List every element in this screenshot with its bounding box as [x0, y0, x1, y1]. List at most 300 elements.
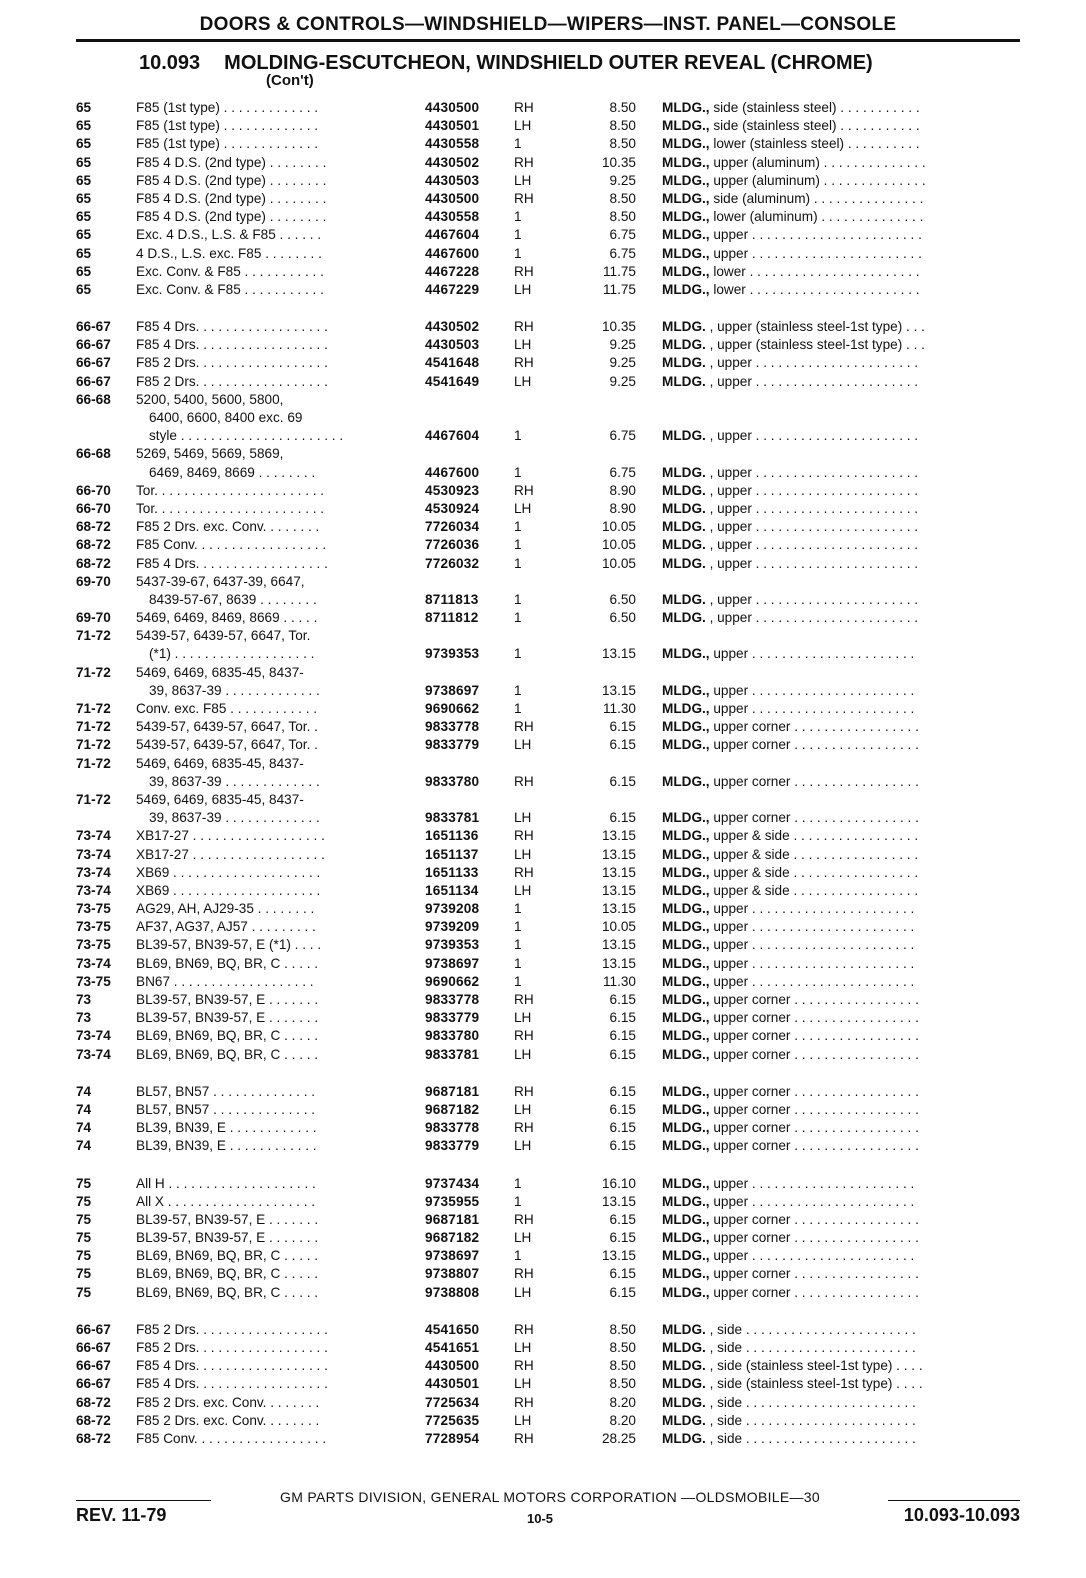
model-description: F85 (1st type) . . . . . . . . . . . . .: [136, 136, 319, 152]
model-year: 73-74: [76, 882, 111, 898]
price: 16.10: [601, 1175, 636, 1191]
part-name-abbrev: MLDG.,: [662, 136, 710, 152]
table-row: [76, 900, 1020, 918]
model-description: Exc. Conv. & F85 . . . . . . . . . . .: [136, 281, 324, 297]
part-name: [662, 1119, 1020, 1137]
part-name: [662, 1430, 1020, 1448]
table-row: [76, 154, 1020, 172]
table-row: [76, 391, 1020, 409]
table-row: [76, 1175, 1020, 1193]
part-name: [662, 1046, 1020, 1064]
part-name: [662, 427, 1020, 445]
price: 6.15: [609, 992, 636, 1007]
part-name: [662, 973, 1020, 991]
part-name: [662, 1284, 1020, 1302]
price: 8.90: [609, 482, 636, 498]
part-number: 1651136: [425, 828, 479, 844]
page-number: 10-5: [526, 1511, 554, 1526]
part-name-detail: lower (stainless steel) . . . . . . . . . .: [709, 136, 920, 152]
table-row: [76, 1229, 1020, 1247]
model-year: 71-72: [76, 628, 111, 644]
quantity-side: LH: [514, 281, 532, 297]
quantity-side: RH: [514, 319, 534, 335]
price: 9.25: [609, 373, 636, 389]
table-row: [76, 936, 1020, 954]
part-name: [662, 245, 1020, 263]
part-name-detail: upper & side . . . . . . . . . . . . . . . . .: [709, 864, 919, 880]
part-name-detail: , upper . . . . . . . . . . . . . . . . . . . . . .: [705, 537, 919, 553]
table-row: [76, 573, 1020, 591]
part-name-detail: , side . . . . . . . . . . . . . . . . . . . . . . .: [705, 1430, 916, 1446]
part-name-abbrev: MLDG.: [662, 591, 706, 607]
part-name: [662, 864, 1020, 882]
model-year: 73-75: [76, 937, 111, 953]
part-number: 9833778: [425, 992, 480, 1007]
part-number: 9687181: [425, 1083, 480, 1099]
table-row: [76, 682, 1020, 700]
price: 6.15: [609, 1138, 636, 1154]
price: 8.90: [609, 500, 636, 516]
part-name-abbrev: MLDG.,: [662, 1101, 710, 1117]
table-row: [76, 991, 1020, 1009]
part-number: 9739208: [425, 901, 480, 917]
part-name-abbrev: MLDG.,: [662, 846, 710, 862]
part-name: [662, 718, 1020, 736]
model-year: 71-72: [76, 664, 111, 680]
model-year: 75: [76, 1193, 92, 1209]
part-name: [662, 1357, 1020, 1375]
table-row: [76, 354, 1020, 372]
part-name-detail: upper corner . . . . . . . . . . . . . . . . .: [709, 1101, 919, 1117]
part-name-detail: , upper (stainless steel-1st type) . . .: [705, 337, 925, 353]
part-name-abbrev: MLDG.,: [662, 1266, 710, 1282]
table-row: [76, 135, 1020, 153]
price: 6.50: [609, 610, 636, 626]
part-number: 4541648: [425, 355, 480, 371]
part-name-detail: lower . . . . . . . . . . . . . . . . . . . . . . .: [709, 281, 920, 297]
quantity-side: 1: [514, 591, 522, 607]
model-description: F85 2 Drs. exc. Conv. . . . . . . .: [136, 1394, 320, 1410]
table-row: [76, 827, 1020, 845]
model-year: 68-72: [76, 1430, 111, 1446]
part-name-abbrev: MLDG.,: [662, 154, 710, 170]
price: 13.15: [601, 1193, 636, 1209]
part-name-detail: , upper . . . . . . . . . . . . . . . . . . . . . .: [705, 555, 919, 571]
table-row: [76, 718, 1020, 736]
price: 6.15: [609, 1083, 636, 1099]
quantity-side: RH: [514, 154, 534, 170]
part-number: 9833779: [425, 1138, 480, 1154]
quantity-side: 1: [514, 682, 522, 698]
model-year: 73-74: [76, 846, 111, 862]
part-name-abbrev: MLDG.,: [662, 901, 710, 917]
part-number: 4430503: [425, 337, 480, 353]
part-number: 4530924: [425, 500, 480, 516]
part-name-abbrev: MLDG.,: [662, 1010, 710, 1026]
part-name-detail: upper (aluminum) . . . . . . . . . . . . . .: [709, 154, 926, 170]
part-name-detail: upper . . . . . . . . . . . . . . . . . . . . . .: [709, 646, 915, 662]
model-year: 66-67: [76, 337, 111, 353]
part-number: 4541650: [425, 1321, 480, 1337]
table-row: [76, 336, 1020, 354]
part-number: 4430558: [425, 136, 480, 152]
footer-rule-left: [76, 1500, 211, 1501]
part-name-detail: upper corner . . . . . . . . . . . . . . . . .: [709, 810, 919, 826]
part-name-detail: upper corner . . . . . . . . . . . . . . . . .: [709, 1028, 919, 1044]
part-number: 8711813: [425, 591, 479, 607]
part-number: 4430503: [425, 172, 480, 188]
part-number: 9833780: [425, 773, 480, 789]
model-description: BL69, BN69, BQ, BR, C . . . . .: [136, 1046, 319, 1062]
price: 6.15: [609, 719, 636, 735]
part-name-detail: upper . . . . . . . . . . . . . . . . . . . . . .: [709, 919, 915, 935]
part-name-detail: , upper . . . . . . . . . . . . . . . . . . . . . .: [705, 355, 919, 371]
model-description: F85 4 Drs. . . . . . . . . . . . . . . . . .: [136, 337, 328, 353]
part-name-abbrev: MLDG.,: [662, 1138, 710, 1154]
price: 10.35: [601, 319, 636, 335]
model-description: 5200, 5400, 5600, 5800,: [136, 391, 284, 407]
quantity-side: LH: [514, 1230, 532, 1246]
quantity-side: 1: [514, 610, 522, 626]
part-name: [662, 1211, 1020, 1229]
table-row: [76, 427, 1020, 445]
part-name-abbrev: MLDG.,: [662, 100, 710, 115]
table-row: [76, 373, 1020, 391]
table-row: [76, 99, 1020, 117]
price: 13.15: [601, 682, 636, 698]
price: 10.35: [601, 154, 636, 170]
part-name-abbrev: MLDG.,: [662, 1120, 710, 1136]
model-year: 65: [76, 100, 92, 115]
model-description: 39, 8637-39 . . . . . . . . . . . . .: [149, 773, 320, 789]
price: 6.15: [609, 1230, 636, 1246]
model-year: 65: [76, 172, 92, 188]
part-number: 9687182: [425, 1101, 480, 1117]
part-number: 9738697: [425, 682, 480, 698]
table-row: [76, 1430, 1020, 1448]
part-name: [662, 1193, 1020, 1211]
model-description: 5469, 6469, 8469, 8669 . . . . .: [136, 610, 318, 626]
model-year: 71-72: [76, 755, 111, 771]
part-name: [662, 991, 1020, 1009]
part-name: [662, 936, 1020, 954]
model-year: 65: [76, 190, 92, 206]
part-name: [662, 464, 1020, 482]
table-row: [76, 226, 1020, 244]
model-description: F85 (1st type) . . . . . . . . . . . . .: [136, 100, 319, 115]
part-name-detail: upper (aluminum) . . . . . . . . . . . . . .: [709, 172, 926, 188]
part-number: 7725634: [425, 1394, 480, 1410]
model-year: 73-75: [76, 901, 111, 917]
model-description: 6400, 6600, 8400 exc. 69: [149, 410, 303, 425]
quantity-side: RH: [514, 1394, 534, 1410]
part-name-detail: upper corner . . . . . . . . . . . . . . . . .: [709, 1120, 919, 1136]
model-description: Exc. Conv. & F85 . . . . . . . . . . .: [136, 263, 324, 279]
price: 8.20: [609, 1394, 636, 1410]
part-number: 4430500: [425, 190, 480, 206]
table-row: [76, 555, 1020, 573]
quantity-side: RH: [514, 719, 534, 735]
header-rule: [76, 39, 1020, 42]
price: 6.15: [609, 1101, 636, 1117]
model-description: F85 4 Drs. . . . . . . . . . . . . . . . . .: [136, 319, 328, 335]
model-description: BL39, BN39, E . . . . . . . . . . . .: [136, 1138, 317, 1154]
model-description: F85 2 Drs. . . . . . . . . . . . . . . . . .: [136, 373, 328, 389]
section-number: 10.093: [139, 52, 201, 74]
part-number: 7726036: [425, 537, 480, 553]
model-description: BN67 . . . . . . . . . . . . . . . . . . .: [136, 973, 314, 989]
table-row: [76, 645, 1020, 663]
part-name: [662, 555, 1020, 573]
price: 8.50: [609, 136, 636, 152]
part-name: [662, 190, 1020, 208]
price: 10.05: [601, 555, 636, 571]
model-year: 66-67: [76, 319, 111, 335]
model-description: F85 2 Drs. . . . . . . . . . . . . . . . . .: [136, 355, 328, 371]
table-row: [76, 117, 1020, 135]
part-name-detail: upper corner . . . . . . . . . . . . . . . . .: [709, 1138, 919, 1154]
model-year: 73-74: [76, 828, 111, 844]
model-year: 68-72: [76, 519, 111, 535]
part-name-abbrev: MLDG.: [662, 1321, 706, 1337]
part-number: 4467229: [425, 281, 480, 297]
part-name-abbrev: MLDG.: [662, 428, 706, 444]
quantity-side: 1: [514, 209, 522, 225]
part-name: [662, 1027, 1020, 1045]
model-description: style . . . . . . . . . . . . . . . . . . . . . .: [149, 428, 344, 444]
part-name-detail: upper . . . . . . . . . . . . . . . . . . . . . .: [709, 973, 915, 989]
quantity-side: LH: [514, 1101, 532, 1117]
model-year: 66-67: [76, 1321, 111, 1337]
price: 8.50: [609, 1321, 636, 1337]
model-description: Exc. 4 D.S., L.S. & F85 . . . . . .: [136, 227, 322, 243]
model-year: 75: [76, 1284, 92, 1300]
price: 6.15: [609, 737, 636, 753]
part-number: 4430558: [425, 209, 480, 225]
table-row: [76, 736, 1020, 754]
part-name: [662, 1265, 1020, 1283]
footer-publisher: GM PARTS DIVISION, GENERAL MOTORS CORPORATION —OLDSMOBILE—30: [280, 1489, 820, 1505]
part-name: [662, 518, 1020, 536]
part-name-detail: , upper . . . . . . . . . . . . . . . . . . . . . .: [705, 519, 919, 535]
model-year: 66-67: [76, 1340, 111, 1355]
part-name: [662, 1175, 1020, 1193]
part-name-abbrev: MLDG.: [662, 555, 706, 571]
part-name-detail: , upper . . . . . . . . . . . . . . . . . . . . . .: [705, 591, 919, 607]
part-name-detail: upper corner . . . . . . . . . . . . . . . . .: [709, 992, 919, 1007]
part-name: [662, 609, 1020, 627]
part-name: [662, 482, 1020, 500]
model-description: F85 4 D.S. (2nd type) . . . . . . . .: [136, 209, 327, 225]
part-name-detail: upper & side . . . . . . . . . . . . . . . . .: [709, 828, 919, 844]
model-year: 65: [76, 227, 92, 243]
model-description: Tor. . . . . . . . . . . . . . . . . . . . . . .: [136, 500, 325, 516]
part-name-detail: upper corner . . . . . . . . . . . . . . . . .: [709, 1046, 919, 1062]
part-name-abbrev: MLDG.,: [662, 281, 710, 297]
part-name: [662, 591, 1020, 609]
part-number: 7726034: [425, 519, 480, 535]
part-name-abbrev: MLDG.,: [662, 1175, 710, 1191]
part-number: 4541649: [425, 373, 480, 389]
table-row: [76, 773, 1020, 791]
quantity-side: LH: [514, 172, 532, 188]
part-number: 4430501: [425, 1376, 480, 1392]
part-name-abbrev: MLDG.,: [662, 263, 710, 279]
price: 13.15: [601, 882, 636, 898]
part-name-detail: upper corner . . . . . . . . . . . . . . . . .: [709, 1211, 919, 1227]
quantity-side: RH: [514, 1358, 534, 1374]
part-name: [662, 809, 1020, 827]
part-name-abbrev: MLDG.,: [662, 118, 710, 134]
model-description: BL57, BN57 . . . . . . . . . . . . . .: [136, 1101, 316, 1117]
part-name: [662, 827, 1020, 845]
model-year: 65: [76, 136, 92, 152]
table-row: [76, 1137, 1020, 1155]
part-name-abbrev: MLDG.,: [662, 882, 710, 898]
quantity-side: RH: [514, 482, 534, 498]
part-name-detail: , upper . . . . . . . . . . . . . . . . . . . . . .: [705, 373, 919, 389]
part-name: [662, 1101, 1020, 1119]
quantity-side: LH: [514, 373, 532, 389]
table-row: [76, 1412, 1020, 1430]
model-year: 73-74: [76, 955, 111, 971]
price: 6.50: [609, 591, 636, 607]
part-name-detail: side (stainless steel) . . . . . . . . . . .: [709, 118, 920, 134]
part-name-detail: , side (stainless steel-1st type) . . . .: [705, 1376, 923, 1392]
part-name-detail: upper corner . . . . . . . . . . . . . . . . .: [709, 1083, 919, 1099]
part-name: [662, 154, 1020, 172]
quantity-side: 1: [514, 227, 522, 243]
part-name-detail: upper . . . . . . . . . . . . . . . . . . . . . .: [709, 901, 915, 917]
quantity-side: LH: [514, 337, 532, 353]
model-description: BL57, BN57 . . . . . . . . . . . . . .: [136, 1083, 316, 1099]
part-name-abbrev: MLDG.,: [662, 172, 710, 188]
part-name: [662, 281, 1020, 299]
part-name-detail: side (aluminum) . . . . . . . . . . . . . . .: [709, 190, 924, 206]
price: 8.50: [609, 1358, 636, 1374]
part-number: 9833781: [425, 1046, 480, 1062]
part-name-abbrev: MLDG.,: [662, 992, 710, 1007]
price: 8.50: [609, 1340, 636, 1355]
part-name-detail: , side (stainless steel-1st type) . . . .: [705, 1358, 923, 1374]
price: 8.50: [609, 100, 636, 115]
parts-table: [76, 99, 1020, 1448]
footer-rule-right: [888, 1500, 1020, 1501]
quantity-side: RH: [514, 992, 534, 1007]
part-name-abbrev: MLDG.,: [662, 773, 710, 789]
model-year: 66-67: [76, 1376, 111, 1392]
part-number: 7728954: [425, 1430, 480, 1446]
price: 6.15: [609, 1010, 636, 1026]
model-year: 68-72: [76, 555, 111, 571]
part-name-abbrev: MLDG.,: [662, 1028, 710, 1044]
quantity-side: 1: [514, 555, 522, 571]
part-number: 9833780: [425, 1028, 480, 1044]
model-year: 66-67: [76, 373, 111, 389]
part-number: 1651134: [425, 882, 479, 898]
quantity-side: LH: [514, 1340, 532, 1355]
model-description: F85 2 Drs. exc. Conv. . . . . . . .: [136, 519, 320, 535]
part-name: [662, 682, 1020, 700]
part-number: 9833778: [425, 719, 480, 735]
model-description: All X . . . . . . . . . . . . . . . . . . . .: [136, 1193, 316, 1209]
model-year: 75: [76, 1248, 92, 1264]
part-number: 4430502: [425, 319, 480, 335]
price: 13.15: [601, 828, 636, 844]
part-name-detail: upper corner . . . . . . . . . . . . . . . . .: [709, 719, 919, 735]
table-row: [76, 208, 1020, 226]
table-row: [76, 609, 1020, 627]
model-description: Tor. . . . . . . . . . . . . . . . . . . . . . .: [136, 482, 325, 498]
model-year: 73: [76, 1010, 92, 1026]
model-description: AG29, AH, AJ29-35 . . . . . . . .: [136, 901, 315, 917]
model-year: 65: [76, 118, 92, 134]
part-name-abbrev: MLDG.: [662, 373, 706, 389]
part-name-abbrev: MLDG.,: [662, 719, 710, 735]
part-number: 4530923: [425, 482, 480, 498]
price: 8.20: [609, 1412, 636, 1428]
part-number: 9833781: [425, 810, 480, 826]
part-name-detail: upper corner . . . . . . . . . . . . . . . . .: [709, 737, 919, 753]
price: 28.25: [601, 1430, 636, 1446]
model-description: XB17-27 . . . . . . . . . . . . . . . . . .: [136, 846, 325, 862]
quantity-side: RH: [514, 828, 534, 844]
part-name-abbrev: MLDG.,: [662, 1211, 710, 1227]
table-row: [76, 755, 1020, 773]
part-name-abbrev: MLDG.: [662, 355, 706, 371]
price: 6.15: [609, 1266, 636, 1282]
model-description: 5439-57, 6439-57, 6647, Tor. .: [136, 719, 318, 735]
table-row: [76, 918, 1020, 936]
model-year: 74: [76, 1101, 92, 1117]
price: 10.05: [601, 519, 636, 535]
model-year: 65: [76, 263, 92, 279]
quantity-side: RH: [514, 1028, 534, 1044]
quantity-side: LH: [514, 1046, 532, 1062]
quantity-side: LH: [514, 846, 532, 862]
part-name-abbrev: MLDG.,: [662, 810, 710, 826]
price: 8.50: [609, 190, 636, 206]
part-number: 4467600: [425, 245, 480, 261]
part-name-abbrev: MLDG.: [662, 464, 706, 480]
model-description: 5437-39-67, 6437-39, 6647,: [136, 573, 305, 589]
model-description: F85 (1st type) . . . . . . . . . . . . .: [136, 118, 319, 134]
quantity-side: LH: [514, 500, 532, 516]
quantity-side: RH: [514, 773, 534, 789]
model-year: 75: [76, 1211, 92, 1227]
part-name-abbrev: MLDG.,: [662, 737, 710, 753]
model-description: 5439-57, 6439-57, 6647, Tor.: [136, 628, 311, 644]
part-name: [662, 99, 1020, 117]
part-name-detail: , side . . . . . . . . . . . . . . . . . . . . . . .: [705, 1412, 916, 1428]
model-description: F85 4 Drs. . . . . . . . . . . . . . . . . .: [136, 555, 328, 571]
model-description: XB69 . . . . . . . . . . . . . . . . . . . .: [136, 864, 321, 880]
part-name-abbrev: MLDG.: [662, 319, 706, 335]
part-number: 4430501: [425, 118, 480, 134]
part-name: [662, 117, 1020, 135]
part-name: [662, 373, 1020, 391]
row-spacer: [76, 1302, 1020, 1321]
page-header: DOORS & CONTROLS—WINDSHIELD—WIPERS—INST. PANEL—CONSOLE: [199, 14, 897, 35]
part-name: [662, 1394, 1020, 1412]
model-description: F85 4 Drs. . . . . . . . . . . . . . . . . .: [136, 1358, 328, 1374]
model-description: 5439-57, 6439-57, 6647, Tor. .: [136, 737, 318, 753]
part-name: [662, 846, 1020, 864]
model-description: BL39, BN39, E . . . . . . . . . . . .: [136, 1120, 317, 1136]
table-row: [76, 1339, 1020, 1357]
model-year: 69-70: [76, 573, 111, 589]
model-year: 69-70: [76, 610, 111, 626]
